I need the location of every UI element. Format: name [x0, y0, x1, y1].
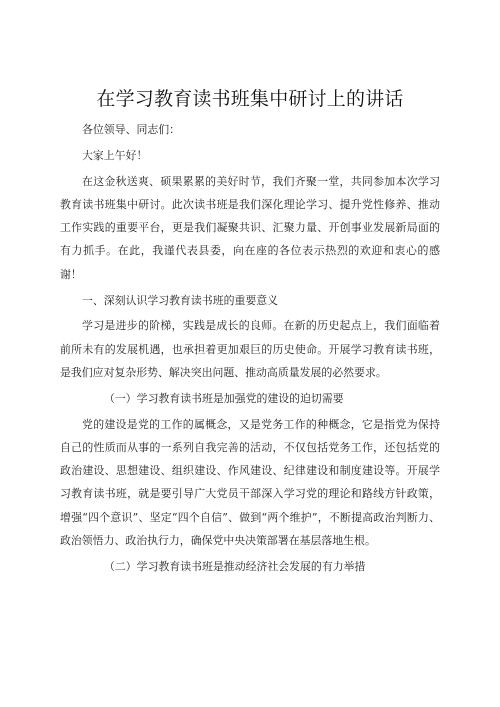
paragraph-party-building: 党的建设是党的工作的属概念，又是党务工作的种概念，它是指党为保持自己的性质而从事的一系列自我完善的活动，不仅包括党务工作，还包括党的政治建设、思想建设、组织建设、作风建设、纪律建设和制度建设等。开展学习教育读书班，就是要引导广大党员干部深入学习党的理论和路线方针政策，增强“四个意识”、坚定“四个自信”、做到“两个维护”，不断提高政治判断力、政治领悟力、政治执行力，确保党中央决策部署在基层落地生根。: [60, 417, 440, 548]
section-heading-1: 一、深刻认识学习教育读书班的重要意义: [82, 293, 279, 307]
salutation: 各位领导、同志们：: [82, 123, 181, 136]
subheading-1: （一）学习教育读书班是加强党的建设的迫切需要: [104, 391, 344, 405]
paragraph-significance: 学习是进步的阶梯，实践是成长的良师。在新的历史起点上，我们面临着前所未有的发展机遇，也承担着更加艰巨的历史使命。开展学习教育读书班，是我们应对复杂形势、解决突出问题、推动高质量发展的必然要求。: [60, 319, 440, 379]
document-body: [60, 118, 440, 581]
subheading-2: （二）学习教育读书班是推动经济社会发展的有力举措: [104, 559, 366, 573]
document-title: 在学习教育读书班集中研讨上的讲话: [96, 88, 404, 110]
paragraph-opening: 在这金秋送爽、硕果累累的美好时节，我们齐聚一堂，共同参加本次学习教育读书班集中研讨。此次读书班是我们深化理论学习、提升党性修养、推动工作实践的重要平台，更是我们凝聚共识、汇聚力量、开创事业发展新局面的有力抓手。在此，我谨代表县委，向在座的各位表示热烈的欢迎和衷心的感谢！: [60, 174, 440, 281]
greeting: 大家上午好！: [82, 148, 148, 162]
